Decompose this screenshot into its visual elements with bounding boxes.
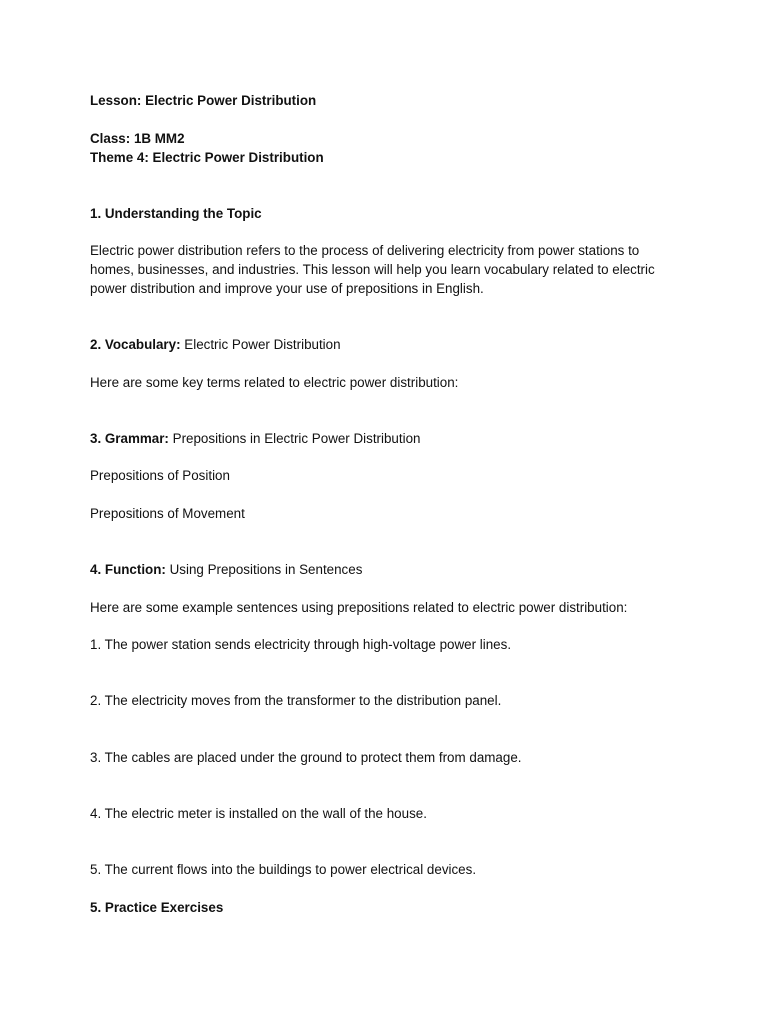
example-sentence-5: 5. The current flows into the buildings to power electrical devices. xyxy=(90,862,477,877)
section3-heading-text: Prepositions in Electric Power Distribution xyxy=(172,431,421,446)
theme-value: Electric Power Distribution xyxy=(152,150,324,165)
section2-heading-label: 2. Vocabulary: xyxy=(90,337,181,352)
section4-intro: Here are some example sentences using prepositions related to electric power distribution: xyxy=(90,600,628,615)
example-sentence-1: 1. The power station sends electricity through high-voltage power lines. xyxy=(90,637,512,652)
section2-intro: Here are some key terms related to electric power distribution: xyxy=(90,375,459,390)
section1-paragraph-line1: Electric power distribution refers to the process of delivering electricity from power stations to xyxy=(90,243,640,258)
section4-heading xyxy=(90,562,362,578)
class-line xyxy=(90,131,185,147)
section3-sub-position: Prepositions of Position xyxy=(90,468,230,483)
lesson-label: Lesson: xyxy=(90,93,142,108)
section2-heading-text: Electric Power Distribution xyxy=(184,337,341,352)
theme-line xyxy=(90,150,324,166)
section1-paragraph-line2: homes, businesses, and industries. This lesson will help you learn vocabulary related to electric xyxy=(90,262,655,277)
section4-heading-text: Using Prepositions in Sentences xyxy=(169,562,363,577)
section2-heading xyxy=(90,337,341,353)
section4-heading-label: 4. Function: xyxy=(90,562,166,577)
section5-heading: 5. Practice Exercises xyxy=(90,900,224,915)
section1-paragraph-line3: power distribution and improve your use of prepositions in English. xyxy=(90,281,484,296)
section1-heading: 1. Understanding the Topic xyxy=(90,206,262,221)
lesson-title-text: Electric Power Distribution xyxy=(145,93,317,108)
class-value: 1B MM2 xyxy=(133,131,185,146)
example-sentence-4: 4. The electric meter is installed on the wall of the house. xyxy=(90,806,427,821)
section3-heading xyxy=(90,431,420,447)
example-sentence-3: 3. The cables are placed under the ground to protect them from damage. xyxy=(90,750,522,765)
section3-sub-movement: Prepositions of Movement xyxy=(90,506,245,521)
theme-label: Theme 4: xyxy=(90,150,149,165)
lesson-title xyxy=(90,93,316,109)
class-label: Class: xyxy=(90,131,131,146)
example-sentence-2: 2. The electricity moves from the transformer to the distribution panel. xyxy=(90,693,502,708)
section3-heading-label: 3. Grammar: xyxy=(90,431,169,446)
